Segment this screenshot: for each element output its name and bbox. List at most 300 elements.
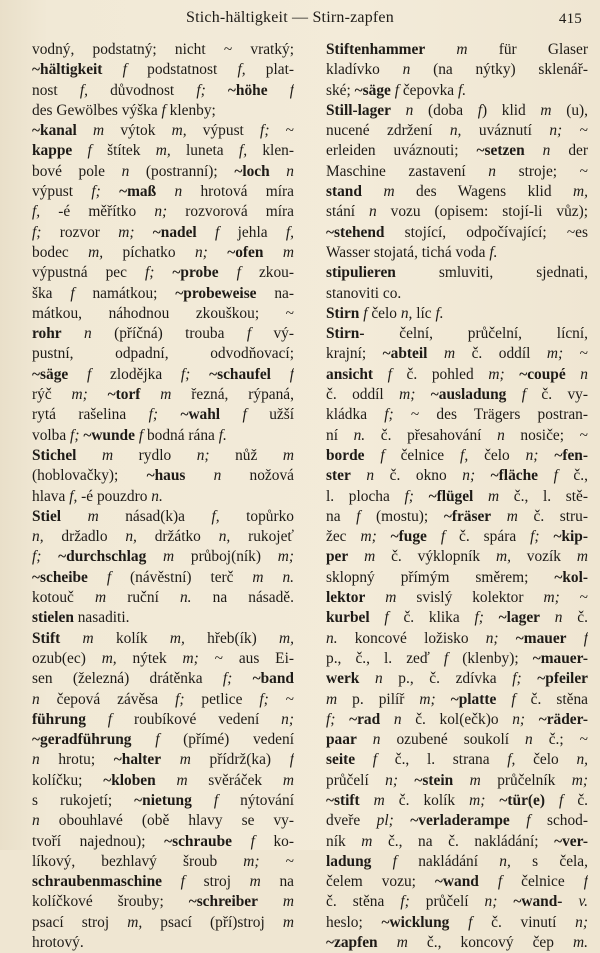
grammar-label: f — [559, 791, 564, 809]
headword: ~ver- — [554, 832, 588, 850]
gloss-text — [540, 609, 555, 626]
gloss-text: č. kolík — [384, 791, 470, 809]
grammar-label: f — [289, 81, 294, 99]
left-column-line — [32, 771, 294, 791]
grammar-label: f; — [32, 223, 42, 241]
gloss-text — [484, 609, 499, 626]
gloss-text: výpust — [32, 183, 92, 201]
headword: führung — [32, 710, 86, 728]
right-column-line — [326, 507, 588, 527]
gloss-text — [197, 224, 215, 241]
headword: ~hältigkeit — [32, 61, 103, 79]
grammar-label: m — [396, 934, 408, 952]
grammar-label: m; — [360, 528, 377, 546]
right-column-line — [326, 446, 588, 466]
gloss-text — [506, 386, 521, 403]
grammar-label: n — [374, 670, 383, 688]
gloss-text — [86, 711, 108, 728]
gloss-text: vodný, podstatný; nicht ~ vratký; — [32, 41, 294, 58]
gloss-text: roubíkové vedení — [112, 710, 282, 728]
gloss-text — [510, 812, 526, 829]
grammar-label: f — [477, 101, 482, 119]
right-column-line — [326, 263, 588, 283]
grammar-label: f. — [457, 81, 467, 99]
grammar-label: f; — [326, 710, 336, 728]
gloss-text — [427, 345, 444, 362]
grammar-label: f; — [400, 893, 410, 911]
grammar-label: f — [443, 649, 449, 667]
gloss-text — [370, 609, 385, 626]
headword: ~loch — [234, 162, 270, 180]
grammar-label: m — [326, 690, 338, 708]
gloss-text: -é pouzdro — [77, 487, 152, 505]
grammar-label: n, — [218, 528, 231, 546]
grammar-label: m n. — [252, 568, 294, 586]
headword: rohr — [32, 325, 62, 343]
grammar-label: f — [583, 873, 588, 891]
headword: ~zapfen — [326, 934, 378, 952]
left-column-line — [32, 507, 294, 527]
left-column-line — [32, 811, 294, 831]
left-column-line — [32, 649, 294, 669]
gloss-text: (příčná) trouba — [91, 325, 247, 343]
right-column-line — [326, 81, 588, 101]
right-column-line — [326, 710, 588, 730]
gloss-text: č. stěna — [326, 893, 401, 911]
gloss-text: č. výklopník — [375, 548, 496, 566]
gloss-text — [567, 630, 584, 647]
grammar-label: n; — [154, 203, 168, 221]
gloss-text — [192, 792, 214, 809]
right-column-line — [326, 466, 588, 486]
headword: kurbel — [326, 609, 370, 627]
gloss-text: zkou- — [240, 264, 294, 282]
right-column-line — [326, 284, 588, 304]
grammar-label: m — [179, 751, 191, 769]
gloss-text — [566, 366, 581, 383]
left-column-line — [32, 365, 294, 385]
gloss-text: vý- — [251, 325, 294, 343]
grammar-label: n, — [499, 852, 511, 870]
grammar-label: f; — [32, 548, 42, 566]
headword: ~wicklung — [381, 913, 450, 931]
grammar-label: m — [456, 41, 468, 58]
gloss-text: nosiče; ~ — [504, 426, 588, 444]
headword: ~rad — [349, 710, 381, 728]
gloss-text — [365, 589, 385, 606]
headword: ladung — [326, 852, 372, 870]
gloss-text — [156, 183, 174, 200]
grammar-label: n; — [194, 243, 208, 261]
grammar-label: f — [122, 61, 127, 79]
right-column-line — [326, 223, 588, 243]
left-column-line — [32, 405, 294, 425]
left-column-line — [32, 284, 294, 304]
gloss-text: volba — [32, 426, 71, 444]
gloss-text — [475, 467, 491, 484]
gloss-text — [88, 569, 107, 586]
right-column-line — [326, 771, 588, 791]
gloss-text — [538, 467, 554, 484]
grammar-label: f — [468, 913, 473, 931]
gloss-text: ozubené soukolí — [380, 731, 526, 749]
gloss-text: průboj(ník) — [174, 548, 278, 566]
grammar-label: f — [161, 101, 166, 119]
headword: ~tür(e) — [499, 791, 546, 809]
gloss-text — [60, 630, 82, 647]
grammar-label: f — [394, 81, 399, 99]
grammar-label: m, — [155, 142, 171, 160]
gloss-text — [271, 366, 290, 383]
gloss-text: ) klid — [482, 101, 541, 119]
grammar-label: n, — [576, 751, 588, 769]
right-column-line — [326, 405, 588, 425]
gloss-text: píchatko — [103, 243, 195, 261]
gloss-text: stanoviti co. — [326, 284, 402, 302]
right-column-line — [326, 385, 588, 405]
gloss-text: č. stru- — [517, 507, 588, 525]
gloss-text: na — [260, 873, 294, 891]
grammar-label: f — [250, 832, 255, 850]
gloss-text — [355, 751, 373, 768]
right-column-line — [326, 527, 588, 547]
gloss-text: mátkou, náhodnou zkouškou; ~ — [32, 304, 294, 322]
gloss-text: (hoblovačky); — [32, 467, 147, 485]
left-column-line — [32, 121, 294, 141]
gloss-text: výtok — [104, 122, 172, 140]
gloss-text — [538, 447, 554, 464]
gloss-text: svěráček — [187, 771, 283, 789]
grammar-label: n, — [32, 528, 44, 546]
headword: ~torf — [107, 386, 141, 404]
gloss-text: kolíčkové šrouby; — [32, 893, 189, 911]
grammar-label: m — [93, 122, 105, 140]
header-title: Stich-hältigkeit — Stirn-zapfen — [186, 9, 394, 26]
gloss-text: (klenby); — [448, 649, 533, 667]
left-column-line — [32, 608, 294, 628]
left-column-line — [32, 223, 294, 243]
grammar-label: m, — [127, 913, 143, 931]
grammar-label: m — [361, 832, 373, 850]
grammar-label: f; — [144, 264, 155, 282]
gloss-text — [378, 934, 397, 951]
gloss-text — [357, 731, 373, 748]
headword: ~ausladung — [430, 386, 507, 404]
grammar-label: f; — [384, 406, 394, 424]
grammar-label: f; — [530, 528, 540, 546]
grammar-label: m, — [171, 122, 187, 140]
gloss-text — [158, 406, 180, 423]
grammar-label: f, — [507, 751, 516, 769]
headword: stand — [326, 183, 362, 201]
gloss-text: bové pole — [32, 162, 122, 180]
gloss-text: der — [550, 142, 588, 160]
gloss-text: hlava — [32, 487, 70, 505]
gloss-text — [41, 548, 58, 565]
gloss-text: bodec — [32, 243, 89, 261]
left-column-line — [32, 629, 294, 649]
gloss-text: č. vy- — [526, 386, 588, 404]
gloss-text — [525, 711, 539, 728]
gloss-text: stání — [326, 203, 369, 221]
gloss-text: kotouč — [32, 589, 95, 607]
left-column-line — [32, 791, 294, 811]
headword: Stirn- — [326, 325, 365, 343]
left-column-line — [32, 750, 294, 770]
grammar-label: f — [392, 852, 397, 870]
grammar-label: m, — [88, 243, 104, 261]
gloss-text: erleiden uváznouti; — [326, 142, 477, 160]
grammar-label: f, — [237, 61, 246, 79]
gloss-text: dveře — [326, 812, 377, 830]
right-column-line — [326, 304, 588, 324]
grammar-label: m — [163, 548, 175, 566]
gloss-text: č., na č. nakládání; — [372, 832, 555, 850]
right-column-line — [326, 852, 588, 872]
grammar-label: f, — [79, 81, 88, 99]
left-column-line — [32, 182, 294, 202]
grammar-label: m — [282, 771, 294, 789]
left-column-line — [32, 547, 294, 567]
gloss-text: topůrko — [219, 507, 294, 525]
right-column-line — [326, 892, 588, 912]
headword: ~flügel — [428, 487, 474, 505]
grammar-label: n; — [575, 913, 588, 931]
grammar-label: f; — [175, 690, 185, 708]
grammar-label: f. — [489, 243, 498, 261]
grammar-label: m; — [277, 548, 294, 566]
headword: per — [326, 548, 349, 566]
right-column-line — [326, 141, 588, 161]
headword: ~stehend — [326, 223, 385, 241]
gloss-text: nožová — [221, 467, 294, 485]
gloss-text: heslo; — [326, 913, 382, 931]
gloss-text — [391, 102, 406, 119]
headword: kappe — [32, 142, 73, 160]
left-column-line — [32, 933, 294, 953]
gloss-text: uváznutí — [461, 122, 550, 140]
gloss-text: čelnice — [384, 446, 461, 464]
gloss-text: zlodějka — [91, 365, 181, 383]
gloss-text: ~ aus Ei- — [198, 649, 294, 667]
grammar-label: f; — [259, 690, 269, 708]
gloss-text: hrotu; — [39, 751, 114, 769]
gloss-text: na — [326, 507, 357, 525]
grammar-label: m — [282, 913, 294, 931]
gloss-text: výpust — [186, 122, 261, 140]
gloss-text — [485, 792, 499, 809]
left-column-line — [32, 872, 294, 892]
right-column-line — [326, 649, 588, 669]
headword: ~wahl — [180, 406, 221, 424]
gloss-text: rukojeť — [230, 528, 294, 546]
gloss-text: držadlo — [43, 528, 126, 546]
grammar-label: n — [393, 710, 402, 728]
left-column-line — [32, 527, 294, 547]
headword: paar — [326, 731, 357, 749]
grammar-label: n — [32, 751, 40, 769]
headword: ~schreiber — [188, 893, 258, 911]
gloss-text: luneta — [170, 142, 239, 160]
gloss-text: kladívko — [326, 61, 403, 79]
gloss-text — [68, 366, 87, 383]
grammar-label: f — [242, 406, 247, 424]
right-column-line — [326, 730, 588, 750]
gloss-text: čelem vozu; — [326, 873, 435, 891]
gloss-text: násad(k)a — [98, 507, 212, 525]
grammar-label: f; — [474, 609, 484, 627]
grammar-label: v. — [578, 893, 588, 911]
gloss-text: krajní; — [326, 345, 383, 363]
gloss-text: nasaditi. — [73, 609, 130, 627]
gloss-text: plat- — [245, 61, 294, 79]
headword: ~lager — [498, 609, 541, 627]
left-column-line — [32, 344, 294, 364]
gloss-text: nakládání — [396, 852, 500, 870]
grammar-label: f, — [238, 142, 248, 160]
gloss-text: -é měřítko — [40, 203, 155, 221]
gloss-text: smluviti, sjednati, — [395, 264, 588, 282]
grammar-label: f — [553, 467, 558, 485]
left-column-line — [32, 324, 294, 344]
headword: Still-lager — [326, 101, 391, 119]
grammar-label: m; — [571, 771, 588, 789]
page-number: 415 — [558, 11, 582, 27]
grammar-label: m — [506, 507, 518, 525]
gloss-text: rozvorová míra — [167, 203, 294, 221]
grammar-label: f; — [404, 487, 414, 505]
grammar-label: n. — [151, 487, 163, 505]
grammar-label: f, — [32, 203, 41, 221]
right-column-line — [326, 629, 588, 649]
gloss-text: l. plocha — [326, 487, 405, 505]
headword: ~kip- — [553, 528, 588, 546]
right-column-line — [326, 832, 588, 852]
headword: ~band — [252, 670, 294, 688]
gloss-text: č. okno — [374, 467, 463, 485]
gloss-text: ské; — [326, 81, 355, 99]
gloss-text: sklopný přímým směrem; — [326, 568, 555, 586]
gloss-text: č., l. stě- — [499, 487, 588, 505]
grammar-label: f — [440, 528, 446, 546]
headword: ~kol- — [554, 568, 588, 586]
headword: ~coupé — [519, 365, 566, 383]
grammar-label: m — [282, 446, 294, 464]
grammar-label: n — [121, 162, 130, 180]
gloss-text: nost — [32, 81, 80, 99]
gloss-text: jehla — [219, 223, 286, 241]
headword: ~säge — [32, 365, 69, 383]
grammar-label: f; — [260, 122, 270, 140]
grammar-label: f; — [222, 670, 233, 688]
headword: ~mauer — [515, 629, 567, 647]
gloss-text: ~ — [259, 852, 294, 870]
gloss-text — [360, 792, 374, 809]
gloss-text: (u), — [551, 101, 588, 119]
grammar-label: n — [286, 162, 294, 180]
gloss-text — [77, 122, 93, 139]
gloss-text: s rukojetí; — [32, 791, 135, 809]
gloss-text: (přímé) vedení — [159, 731, 294, 749]
gloss-text — [449, 914, 468, 931]
gloss-text: ~ — [269, 122, 294, 140]
gloss-text: schod- — [530, 812, 588, 830]
gloss-text: (na nýtky) sklenář- — [410, 61, 588, 79]
gloss-text — [156, 772, 177, 789]
right-column-line — [326, 202, 588, 222]
gloss-text — [132, 731, 156, 748]
grammar-label: f — [87, 142, 92, 160]
gloss-text: ~ — [562, 122, 588, 140]
grammar-label: m. — [573, 934, 588, 952]
gloss-text: p., č. zdívka — [382, 670, 513, 688]
gloss-text: vozu (opisem: stojí-li vůz); — [376, 203, 588, 221]
left-column-line — [32, 588, 294, 608]
headword: ~setzen — [476, 142, 525, 160]
gloss-text — [496, 691, 511, 708]
gloss-text — [522, 670, 538, 687]
right-column-line — [326, 568, 588, 588]
grammar-label: f — [246, 325, 252, 343]
grammar-label: m; — [488, 365, 505, 383]
grammar-label: m; — [399, 386, 416, 404]
right-column-line — [326, 669, 588, 689]
gloss-text: průčelí — [409, 893, 485, 911]
grammar-label: m — [82, 629, 94, 647]
headword: ~nadel — [152, 223, 197, 241]
gloss-text — [162, 873, 181, 890]
gloss-text: č. — [562, 609, 588, 627]
grammar-label: m — [282, 243, 294, 261]
grammar-label: f — [372, 751, 378, 769]
left-column-line — [32, 81, 294, 101]
gloss-text: podstatnost — [126, 61, 238, 79]
left-column-line — [32, 730, 294, 750]
headword: ~halter — [113, 751, 162, 769]
gloss-text: psací stroj — [32, 913, 128, 931]
grammar-label: f — [511, 690, 516, 708]
gloss-text: na násadě. — [191, 589, 294, 607]
headword: ~wunde — [83, 426, 135, 444]
grammar-label: f — [213, 791, 219, 809]
headword: ~kanal — [32, 122, 77, 140]
gloss-text — [415, 386, 430, 403]
gloss-text: hřeb(ík) — [184, 629, 280, 647]
headword: ~säge — [354, 81, 391, 99]
right-column-line — [326, 547, 588, 567]
gloss-text — [208, 244, 227, 261]
gloss-text: na- — [256, 284, 294, 302]
left-column-line — [32, 243, 294, 263]
gloss-text: čepovka — [399, 81, 458, 99]
gloss-text: ní — [326, 426, 354, 444]
left-column-line — [32, 40, 294, 60]
left-column-line — [32, 466, 294, 486]
gloss-text — [219, 264, 237, 281]
grammar-label: m — [249, 873, 261, 891]
grammar-label: n — [497, 426, 505, 444]
left-column-line — [32, 832, 294, 852]
headword: ~haus — [146, 467, 186, 485]
grammar-label: n — [84, 325, 92, 343]
gloss-text: řezná, rýpaná, — [171, 386, 294, 404]
gloss-text: č. klika — [388, 609, 475, 627]
gloss-text: vozík — [510, 548, 577, 566]
grammar-label: n; — [549, 122, 563, 140]
headword: ~fuge — [390, 528, 427, 546]
grammar-label: n — [366, 467, 375, 485]
right-column-line — [326, 933, 588, 953]
